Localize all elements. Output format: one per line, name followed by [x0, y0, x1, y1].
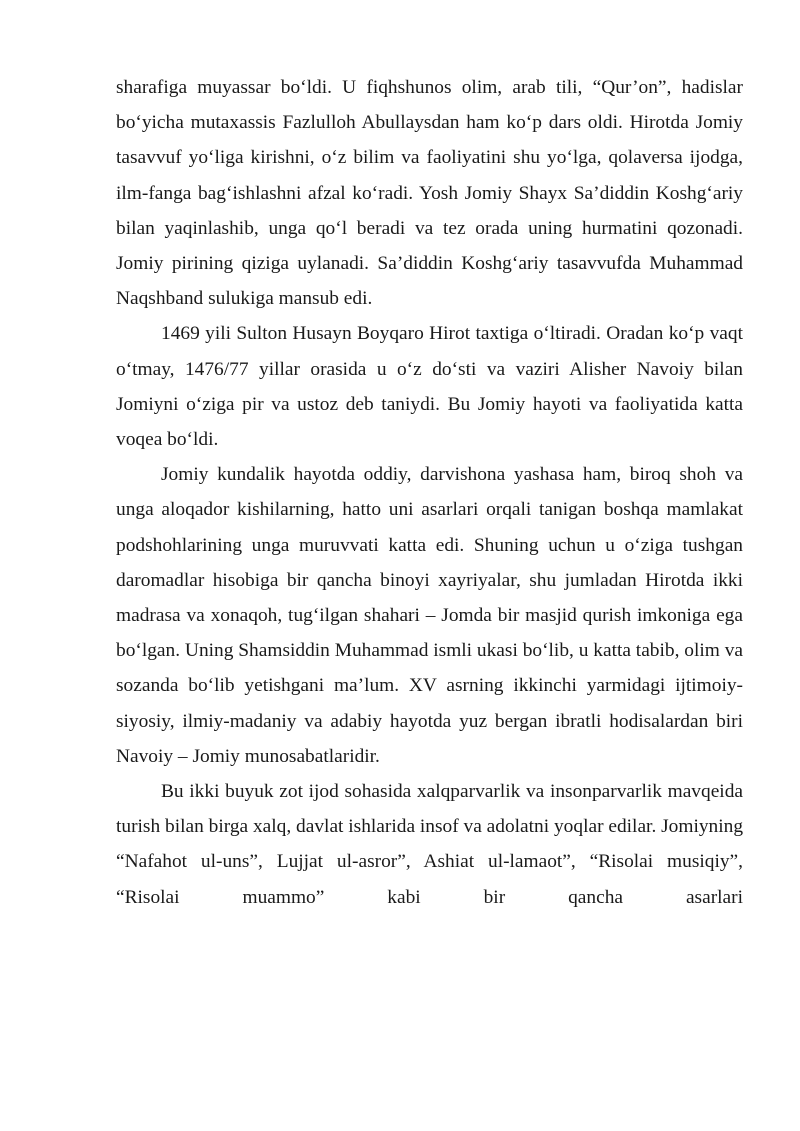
paragraph-husayn-boyqaro: 1469 yili Sulton Husayn Boyqaro Hirot taxtiga o‘ltiradi. Oradan ko‘p vaqt o‘tmay, 1476/77 yillar orasida u o‘z do‘sti va vaziri Alisher Navoiy bilan Jomiyni o‘ziga pir va ustoz deb taniydi. Bu Jomiy hayoti va faoliyatida katta voqea bo‘ldi. — [116, 323, 743, 451]
paragraph-two-great-figures: Bu ikki buyuk zot ijod sohasida xalqparvarlik va insonparvarlik mavqeida turish bilan birga xalq, davlat ishlarida insof va adolatni yoqlar edilar. Jomiyning “Nafahot ul-uns”, Lujjat ul-asror”, Ashiat ul-lamaot”, “Risolai musiqiy”, “Risolai muammo” kabi bir qancha asarlari — [116, 781, 744, 908]
paragraph-jomiy-daily-life: Jomiy kundalik hayotda oddiy, darvishona yashasa ham, biroq shoh va unga aloqador kishilarning, hatto uni asarlari orqali tanigan boshqa mamlakat podshohlarining unga muruvvati katta edi. Shuning uchun u o‘ziga tushgan daromadlar hisobiga bir qancha binoyi xayriyalar, shu jumladan Hirotda ikki madrasa va xonaqoh, tug‘ilgan shahari – Jomda bir masjid qurish imkoniga ega bo‘lgan. Uning Shamsiddin Muhammad ismli ukasi bo‘lib, u katta tabib, olim va sozanda bo‘lib yetishgani ma’lum. XV asrning ikkinchi yarmidagi ijtimoiy-siyosiy, ilmiy-madaniy va adabiy hayotda yuz bergan ibratli hodisalardan biri Navoiy – Jomiy munosabatlaridir. — [116, 464, 743, 767]
paragraph-continuation: sharafiga muyassar bo‘ldi. U fiqhshunos olim, arab tili, “Qur’on”, hadislar bo‘yicha mutaxassis Fazlulloh Abullaysdan ham ko‘p dars oldi. Hirotda Jomiy tasavvuf yo‘liga kirishni, o‘z bilim va faoliyatini shu yo‘lga, qolaversa ijodga, ilm-fanga bag‘ishlashni afzal ko‘radi. Yosh Jomiy Shayx Sa’diddin Koshg‘ariy bilan yaqinlashib, unga qo‘l beradi va tez orada uning hurmatini qozonadi. Jomiy pirining qiziga uylanadi. Sa’diddin Koshg‘ariy tasavvufda Muhammad Naqshband sulukiga mansub edi. — [116, 77, 743, 310]
body-text — [116, 70, 743, 915]
